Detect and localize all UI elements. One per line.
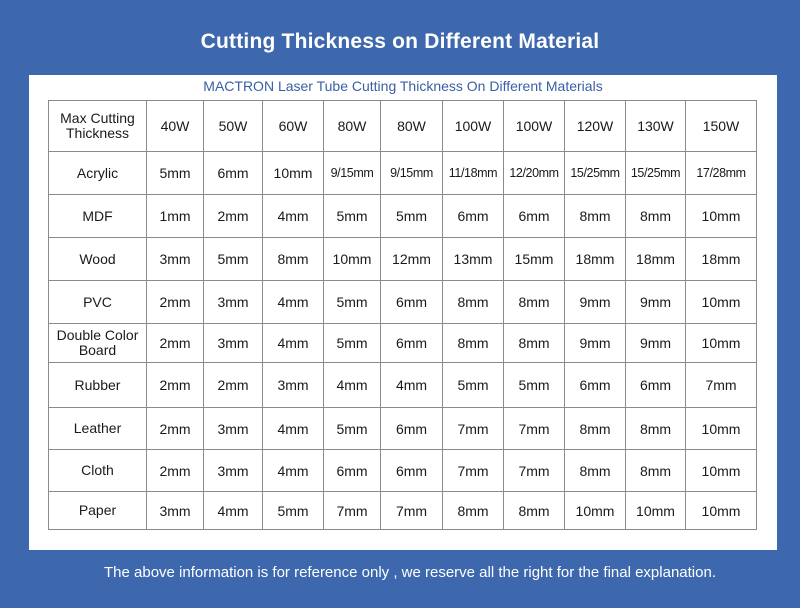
table-row: [49, 238, 757, 281]
thickness-cell: 9/15mm: [381, 152, 443, 195]
table-row: [49, 408, 757, 450]
thickness-cell: 4mm: [204, 492, 263, 530]
thickness-cell: 8mm: [443, 492, 504, 530]
thickness-cell: 3mm: [204, 281, 263, 324]
thickness-cell: 18mm: [626, 238, 686, 281]
thickness-cell: 8mm: [504, 324, 565, 363]
table-panel: [29, 75, 777, 550]
thickness-cell: 9mm: [626, 281, 686, 324]
material-label: Rubber: [49, 363, 147, 408]
thickness-cell: 2mm: [147, 450, 204, 492]
thickness-cell: 18mm: [686, 238, 757, 281]
thickness-cell: 8mm: [504, 281, 565, 324]
thickness-cell: 3mm: [147, 238, 204, 281]
thickness-cell: 9/15mm: [324, 152, 381, 195]
table-subtitle: MACTRON Laser Tube Cutting Thickness On Different Materials: [203, 78, 603, 94]
thickness-cell: 7mm: [324, 492, 381, 530]
thickness-cell: 6mm: [381, 281, 443, 324]
thickness-cell: 5mm: [324, 408, 381, 450]
thickness-cell: 10mm: [686, 408, 757, 450]
power-header: 150W: [686, 101, 757, 152]
thickness-cell: 5mm: [324, 281, 381, 324]
thickness-cell: 4mm: [263, 324, 324, 363]
thickness-cell: 4mm: [263, 195, 324, 238]
thickness-cell: 6mm: [626, 363, 686, 408]
material-label: Cloth: [49, 450, 147, 492]
thickness-cell: 8mm: [565, 195, 626, 238]
thickness-cell: 2mm: [147, 324, 204, 363]
table-row: [49, 152, 757, 195]
power-header: 50W: [204, 101, 263, 152]
thickness-cell: 5mm: [204, 238, 263, 281]
thickness-cell: 4mm: [324, 363, 381, 408]
thickness-cell: 6mm: [381, 408, 443, 450]
material-label: PVC: [49, 281, 147, 324]
thickness-cell: 6mm: [381, 450, 443, 492]
thickness-cell: 1mm: [147, 195, 204, 238]
thickness-cell: 15/25mm: [565, 152, 626, 195]
thickness-cell: 9mm: [626, 324, 686, 363]
thickness-cell: 10mm: [686, 492, 757, 530]
thickness-cell: 8mm: [565, 408, 626, 450]
power-header: 130W: [626, 101, 686, 152]
thickness-cell: 5mm: [381, 195, 443, 238]
thickness-cell: 4mm: [381, 363, 443, 408]
thickness-cell: 3mm: [204, 324, 263, 363]
table-row: [49, 450, 757, 492]
power-header: 120W: [565, 101, 626, 152]
header-row: [49, 101, 757, 152]
page-title: Cutting Thickness on Different Material: [200, 30, 600, 53]
table-row: [49, 195, 757, 238]
thickness-cell: 17/28mm: [686, 152, 757, 195]
thickness-cell: 7mm: [381, 492, 443, 530]
thickness-cell: 15mm: [504, 238, 565, 281]
thickness-cell: 5mm: [324, 195, 381, 238]
header-label-cell: Max Cutting Thickness: [49, 101, 147, 152]
thickness-cell: 10mm: [263, 152, 324, 195]
thickness-cell: 12/20mm: [504, 152, 565, 195]
material-label: MDF: [49, 195, 147, 238]
thickness-cell: 5mm: [263, 492, 324, 530]
material-label: Paper: [49, 492, 147, 530]
material-label: Wood: [49, 238, 147, 281]
thickness-cell: 4mm: [263, 408, 324, 450]
thickness-cell: 9mm: [565, 281, 626, 324]
thickness-cell: 8mm: [263, 238, 324, 281]
thickness-cell: 8mm: [443, 324, 504, 363]
thickness-cell: 3mm: [263, 363, 324, 408]
thickness-cell: 5mm: [504, 363, 565, 408]
thickness-cell: 6mm: [381, 324, 443, 363]
thickness-cell: 7mm: [443, 450, 504, 492]
thickness-cell: 8mm: [626, 408, 686, 450]
thickness-cell: 10mm: [565, 492, 626, 530]
thickness-cell: 11/18mm: [443, 152, 504, 195]
thickness-cell: 8mm: [565, 450, 626, 492]
power-header: 40W: [147, 101, 204, 152]
power-header: 100W: [504, 101, 565, 152]
thickness-cell: 7mm: [686, 363, 757, 408]
thickness-cell: 10mm: [324, 238, 381, 281]
thickness-cell: 4mm: [263, 450, 324, 492]
table-row: [49, 281, 757, 324]
thickness-table: [48, 100, 757, 530]
thickness-cell: 7mm: [504, 408, 565, 450]
thickness-cell: 2mm: [147, 281, 204, 324]
thickness-cell: 10mm: [686, 281, 757, 324]
thickness-cell: 10mm: [626, 492, 686, 530]
thickness-cell: 3mm: [147, 492, 204, 530]
thickness-cell: 5mm: [324, 324, 381, 363]
power-header: 60W: [263, 101, 324, 152]
thickness-cell: 8mm: [443, 281, 504, 324]
thickness-cell: 5mm: [443, 363, 504, 408]
thickness-cell: 13mm: [443, 238, 504, 281]
footer-note: The above information is for reference only , we reserve all the right for the final explanation.: [104, 564, 716, 581]
thickness-cell: 15/25mm: [626, 152, 686, 195]
thickness-cell: 7mm: [504, 450, 565, 492]
material-label: Double Color Board: [49, 324, 147, 363]
thickness-cell: 10mm: [686, 324, 757, 363]
thickness-cell: 6mm: [504, 195, 565, 238]
thickness-cell: 6mm: [443, 195, 504, 238]
thickness-cell: 10mm: [686, 450, 757, 492]
thickness-cell: 8mm: [626, 195, 686, 238]
power-header: 80W: [381, 101, 443, 152]
power-header: 100W: [443, 101, 504, 152]
thickness-cell: 2mm: [147, 408, 204, 450]
thickness-cell: 5mm: [147, 152, 204, 195]
thickness-cell: 8mm: [504, 492, 565, 530]
power-header: 80W: [324, 101, 381, 152]
table-row: [49, 324, 757, 363]
thickness-cell: 6mm: [565, 363, 626, 408]
thickness-cell: 6mm: [324, 450, 381, 492]
thickness-cell: 4mm: [263, 281, 324, 324]
thickness-cell: 3mm: [204, 450, 263, 492]
thickness-cell: 12mm: [381, 238, 443, 281]
thickness-cell: 3mm: [204, 408, 263, 450]
thickness-cell: 2mm: [204, 195, 263, 238]
thickness-cell: 7mm: [443, 408, 504, 450]
table-row: [49, 363, 757, 408]
thickness-cell: 10mm: [686, 195, 757, 238]
table-row: [49, 492, 757, 530]
material-label: Acrylic: [49, 152, 147, 195]
thickness-cell: 8mm: [626, 450, 686, 492]
thickness-cell: 2mm: [147, 363, 204, 408]
thickness-cell: 2mm: [204, 363, 263, 408]
thickness-cell: 6mm: [204, 152, 263, 195]
thickness-cell: 18mm: [565, 238, 626, 281]
material-label: Leather: [49, 408, 147, 450]
thickness-cell: 9mm: [565, 324, 626, 363]
